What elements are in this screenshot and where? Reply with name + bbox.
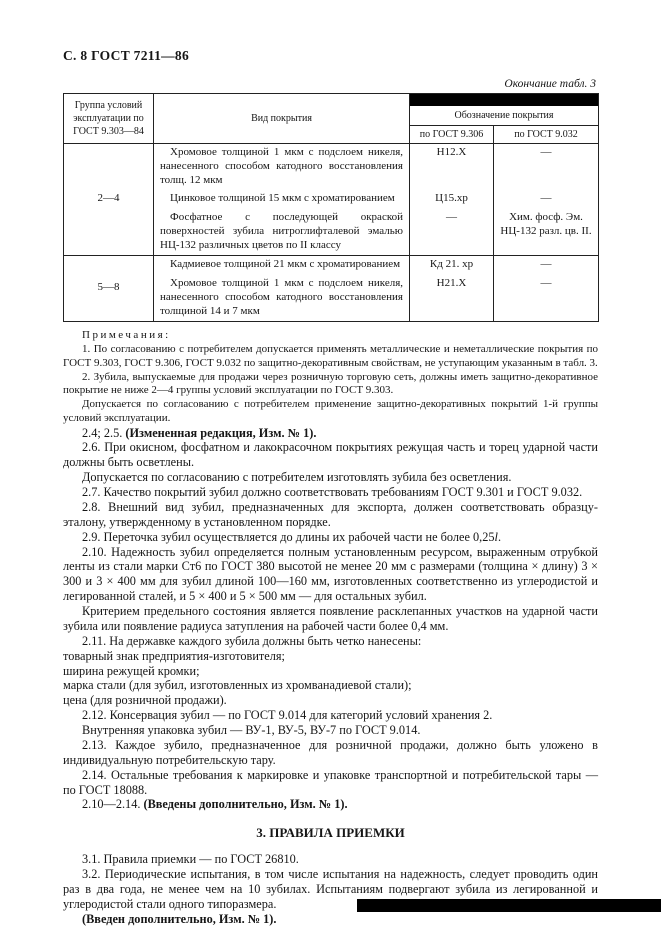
table-row xyxy=(64,144,599,191)
paragraph: 2.11. На державке каждого зубила должны быть четко нанесены: xyxy=(82,633,422,648)
paragraph: Критерием предельного состояния является появление расклепанных участков на ударной части зубила или появление радиуса затупления на рабочей части более 0,4 мм. xyxy=(63,604,598,633)
gost9306-cell: Кд 21. хр xyxy=(410,256,494,275)
group-cell: 5—8 xyxy=(64,256,154,322)
coating-cell: Цинковое толщиной 15 мкм с хроматированием xyxy=(154,190,410,209)
paragraph: 2.6. При окисном, фосфатном и лакокрасочном покрытиях режущая часть и торец ударной части должны быть осветлены. xyxy=(63,440,598,470)
notes-list xyxy=(63,343,598,426)
scan-artifact-bottom xyxy=(357,899,661,912)
paragraph: (Введен дополнительно, Изм. № 1). xyxy=(82,911,277,926)
paragraph: товарный знак предприятия-изготовителя; xyxy=(63,648,285,663)
col-header-group: Группа условий эксплуатации по ГОСТ 9.303—84 xyxy=(64,94,154,144)
gost9032-cell: Хим. фосф. Эм. НЦ-132 разл. цв. II. xyxy=(494,209,599,256)
gost9306-cell: Ц15.хр xyxy=(410,190,494,209)
table-caption: Окончание табл. 3 xyxy=(504,78,596,90)
paragraph: 2.4; 2.5. (Измененная редакция, Изм. № 1). xyxy=(82,425,317,440)
paragraph: 3.1. Правила приемки — по ГОСТ 26810. xyxy=(82,852,299,867)
designation-header-label: Обозначение покрытия xyxy=(454,110,554,121)
col-header-gost9306: по ГОСТ 9.306 xyxy=(410,126,494,144)
paragraph: Внутренняя упаковка зубил — ВУ-1, ВУ-5, ВУ-7 по ГОСТ 9.014. xyxy=(82,723,421,737)
paragraph: Допускается по согласованию с потребителем изготовлять зубила без осветления. xyxy=(82,470,512,485)
paragraph: 2.7. Качество покрытий зубил должно соответствовать требованиям ГОСТ 9.301 и ГОСТ 9.032. xyxy=(82,485,583,499)
gost9032-cell: — xyxy=(494,144,599,191)
notes-block xyxy=(63,329,598,425)
gost9306-cell: Н12.Х xyxy=(410,144,494,191)
notes-heading xyxy=(63,329,598,343)
coating-table xyxy=(63,93,599,322)
col-header-gost9032: по ГОСТ 9.032 xyxy=(494,126,599,144)
page-header: С. 8 ГОСТ 7211—86 xyxy=(63,48,190,63)
gost9306-cell: — xyxy=(410,209,494,256)
paragraph: 2.10. Надежность зубил определяется полным установленным ресурсом, выраженным отрубкой ленты из стали марки Ст6 по ГОСТ 380 высотой не менее 20 мм с размерами (толщина × длину) 3 × 300 и 3 × 400 мм для зубил длиной 100—160 мм, изготовленных соответственно из углеродистой и легированной сталей, и 5 × 400 и 5 × 500 мм — для остальных зубил. xyxy=(63,544,598,604)
paragraph: 2.10—2.14. (Введены дополнительно, Изм. № 1). xyxy=(82,797,348,812)
gost9032-cell: — xyxy=(494,275,599,322)
coating-cell: Хромовое толщиной 1 мкм с подслоем никеля, нанесенного способом катодного восстановления толщиной 14 и 7 мкм xyxy=(154,275,410,322)
col-header-coating: Вид покрытия xyxy=(154,94,410,144)
group-cell: 2—4 xyxy=(64,144,154,256)
notes-heading-label: Примечания: xyxy=(82,329,171,342)
coating-table-body xyxy=(64,144,599,322)
paragraph: 2.9. Переточка зубил осуществляется до длины их рабочей части не более 0,25l. xyxy=(82,529,502,544)
paragraph: 2. Зубила, выпускаемые для продажи через розничную торговую сеть, должны иметь защитно-декоративное покрытие не ниже 2—4 группы условий эксплуатации по ГОСТ 9.303. xyxy=(63,370,598,397)
body-paragraphs xyxy=(63,426,598,813)
paragraph: ширина режущей кромки; xyxy=(63,663,200,678)
paragraph: 2.13. Каждое зубило, предназначенное для розничной продажи, должно быть уложено в индивидуальную потребительскую тару. xyxy=(63,737,598,767)
table-row xyxy=(64,256,599,275)
paragraph: 2.8. Внешний вид зубил, предназначенных для экспорта, должен соответствовать образцу-эталону, утвержденному в установленном порядке. xyxy=(63,499,598,529)
gost9032-cell: — xyxy=(494,190,599,209)
paragraph: Допускается по согласованию с потребителем применение защитно-декоративных покрытий 1-й группы условий эксплуатации. xyxy=(63,398,598,424)
coating-cell: Фосфатное с последующей окраской поверхностей зубила нитроглифталевой эмалью НЦ-132 различных цветов по II классу xyxy=(154,209,410,256)
coating-cell: Хромовое толщиной 1 мкм с подслоем никеля, нанесенного способом катодного восстановления толщ. 12 мкм xyxy=(154,144,410,191)
col-header-designation xyxy=(410,94,599,126)
paragraph: 1. По согласованию с потребителем допускается применять металлические и неметаллические покрытия по ГОСТ 9.303, ГОСТ 9.306, ГОСТ 9.032 по защитно-декоративным свойствам, не уступающим указанным в табл. 3. xyxy=(63,343,598,369)
scan-artifact-top xyxy=(410,94,598,106)
paragraph: 2.12. Консервация зубил — по ГОСТ 9.014 для категорий условий хранения 2. xyxy=(82,708,493,723)
paragraph: 3.2. Периодические испытания, в том числе испытания на надежность, следует проводить один раз в два года, не менее чем на 10 зубилах. Испытаниям подвергают зубила из легированной и углеродистой стали одного типоразмера. xyxy=(63,867,598,911)
paragraph: цена (для розничной продажи). xyxy=(63,693,227,708)
paragraph: 2.14. Остальные требования к маркировке и упаковке транспортной и потребительской тары — по ГОСТ 18088. xyxy=(63,767,598,797)
section3-paragraphs xyxy=(63,852,598,926)
gost9032-cell: — xyxy=(494,256,599,275)
table-header-row xyxy=(64,94,599,126)
gost9306-cell: Н21.Х xyxy=(410,275,494,322)
paragraph: марка стали (для зубил, изготовленных из хромванадиевой стали); xyxy=(63,678,412,693)
coating-cell: Кадмиевое толщиной 21 мкм с хроматированием xyxy=(154,256,410,275)
section-heading: 3. ПРАВИЛА ПРИЕМКИ xyxy=(256,825,405,841)
